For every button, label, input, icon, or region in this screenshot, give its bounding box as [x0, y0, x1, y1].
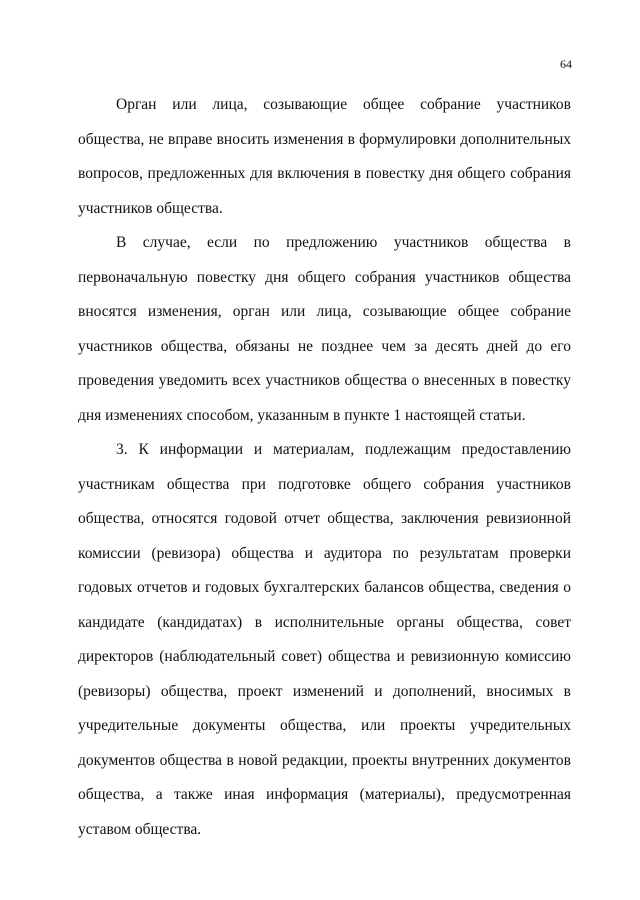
- text-line: вносятся изменения, орган или лица, созывающие общее собрание: [78, 303, 571, 320]
- text-line: дня изменениях способом, указанным в пункте 1 настоящей статьи.: [78, 406, 526, 424]
- text-line: участников общества.: [78, 199, 223, 217]
- text-line: общества, не вправе вносить изменения в формулировки дополнительных: [78, 130, 571, 148]
- text-line: учредительные документы общества, или проекты учредительных: [78, 717, 571, 734]
- paragraph-1: [78, 88, 571, 226]
- text-line: комиссии (ревизора) общества и аудитора по результатам проверки: [78, 544, 571, 562]
- text-line: Орган или лица, созывающие общее собрание участников: [116, 96, 571, 113]
- page-number: 64: [560, 57, 572, 71]
- text-line: директоров (наблюдательный совет) общества и ревизионную комиссию: [78, 648, 571, 665]
- paragraph-3: [78, 433, 571, 847]
- text-line: документов общества в новой редакции, проекты внутренних документов: [78, 751, 571, 769]
- document-body: [78, 88, 571, 847]
- paragraph-2: [78, 226, 571, 433]
- text-line: уставом общества.: [78, 820, 202, 838]
- text-line: годовых отчетов и годовых бухгалтерских балансов общества, сведения о: [78, 579, 571, 596]
- text-line: кандидате (кандидатах) в исполнительные органы общества, совет: [78, 613, 571, 631]
- text-line: проведения уведомить всех участников общества о внесенных в повестку: [78, 372, 571, 389]
- text-line: (ревизоры) общества, проект изменений и дополнений, вносимых в: [78, 682, 571, 700]
- text-line: первоначальную повестку дня общего собрания участников общества: [78, 268, 571, 286]
- text-line: участников общества, обязаны не позднее чем за десять дней до его: [78, 337, 571, 355]
- text-line: В случае, если по предложению участников общества в: [116, 234, 571, 251]
- text-line: вопросов, предложенных для включения в повестку дня общего собрания: [78, 165, 571, 182]
- text-line: общества, а также иная информация (материалы), предусмотренная: [78, 786, 571, 803]
- text-line: 3. К информации и материалам, подлежащим предоставлению: [116, 441, 571, 458]
- text-line: общества, относятся годовой отчет общества, заключения ревизионной: [78, 510, 571, 527]
- text-line: участникам общества при подготовке общего собрания участников: [78, 475, 571, 493]
